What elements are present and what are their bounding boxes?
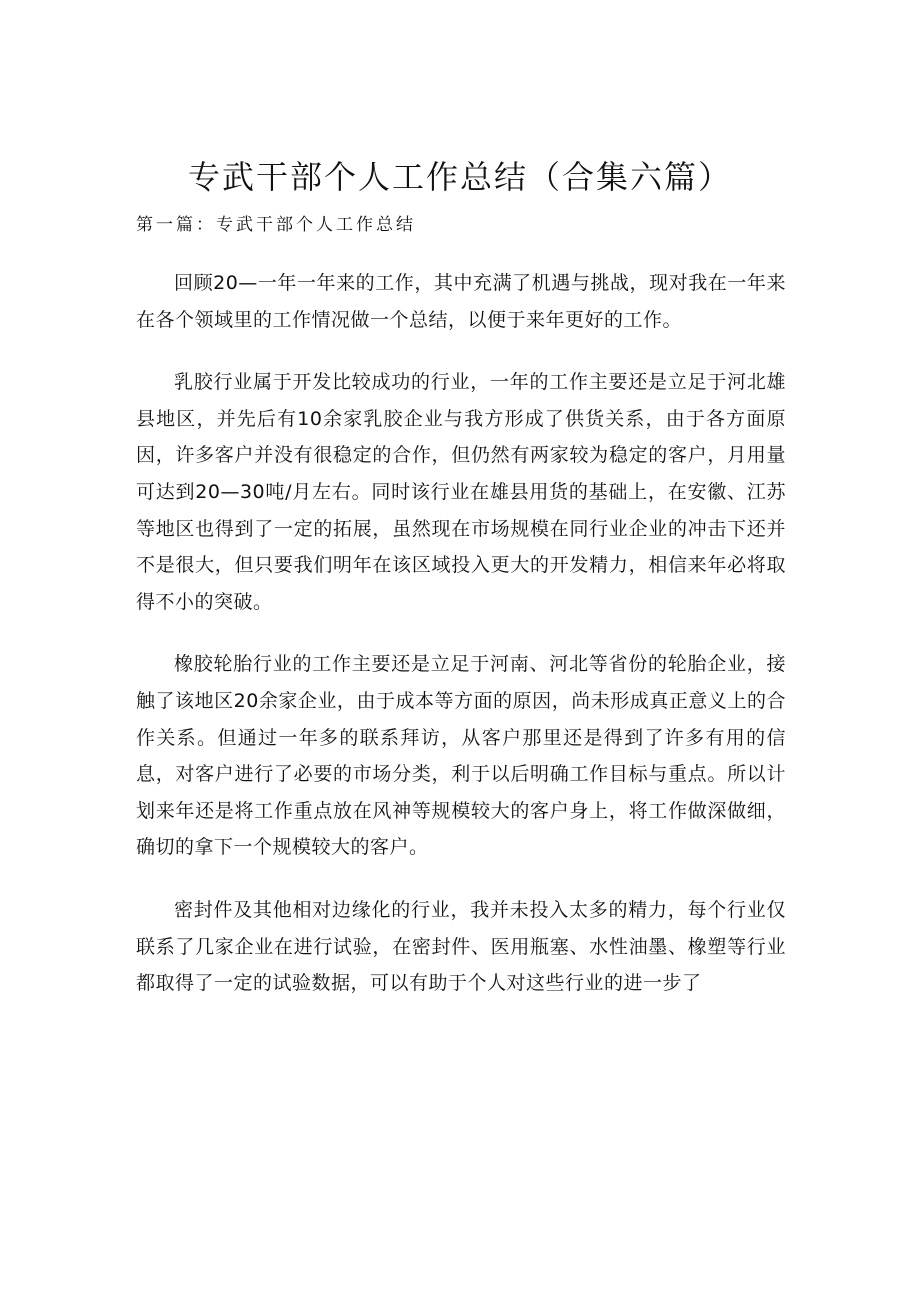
document-body <box>136 265 786 1028</box>
section-heading: 第一篇：专武干部个人工作总结 <box>136 215 416 235</box>
paragraph: 密封件及其他相对边缘化的行业，我并未投入太多的精力，每个行业仅联系了几家企业在进行试验，在密封件、医用瓶塞、水性油墨、橡塑等行业都取得了一定的试验数据，可以有助于个人对这些行业的进一步了 <box>136 898 786 995</box>
paragraph: 橡胶轮胎行业的工作主要还是立足于河南、河北等省份的轮胎企业，接触了该地区20余家企业，由于成本等方面的原因，尚未形成真正意义上的合作关系。但通过一年多的联系拜访，从客户那里还是得到了许多有用的信息，对客户进行了必要的市场分类，利于以后明确工作目标与重点。所以计划来年还是将工作重点放在风神等规模较大的客户身上，将工作做深做细，确切的拿下一个规模较大的客户。 <box>136 653 786 859</box>
paragraph: 乳胶行业属于开发比较成功的行业，一年的工作主要还是立足于河北雄县地区，并先后有10余家乳胶企业与我方形成了供货关系，由于各方面原因，许多客户并没有很稳定的合作，但仍然有两家较为稳定的客户，月用量可达到20—30吨/月左右。同时该行业在雄县用货的基础上，在安徽、江苏等地区也得到了一定的拓展，虽然现在市场规模在同行业企业的冲击下还并不是很大，但只要我们明年在该区域投入更大的开发精力，相信来年必将取得不小的突破。 <box>136 371 786 613</box>
document-title: 专武干部个人工作总结（合集六篇） <box>187 158 732 196</box>
paragraph: 回顾20—一年一年来的工作，其中充满了机遇与挑战，现对我在一年来在各个领域里的工作情况做一个总结，以便于来年更好的工作。 <box>136 272 786 331</box>
